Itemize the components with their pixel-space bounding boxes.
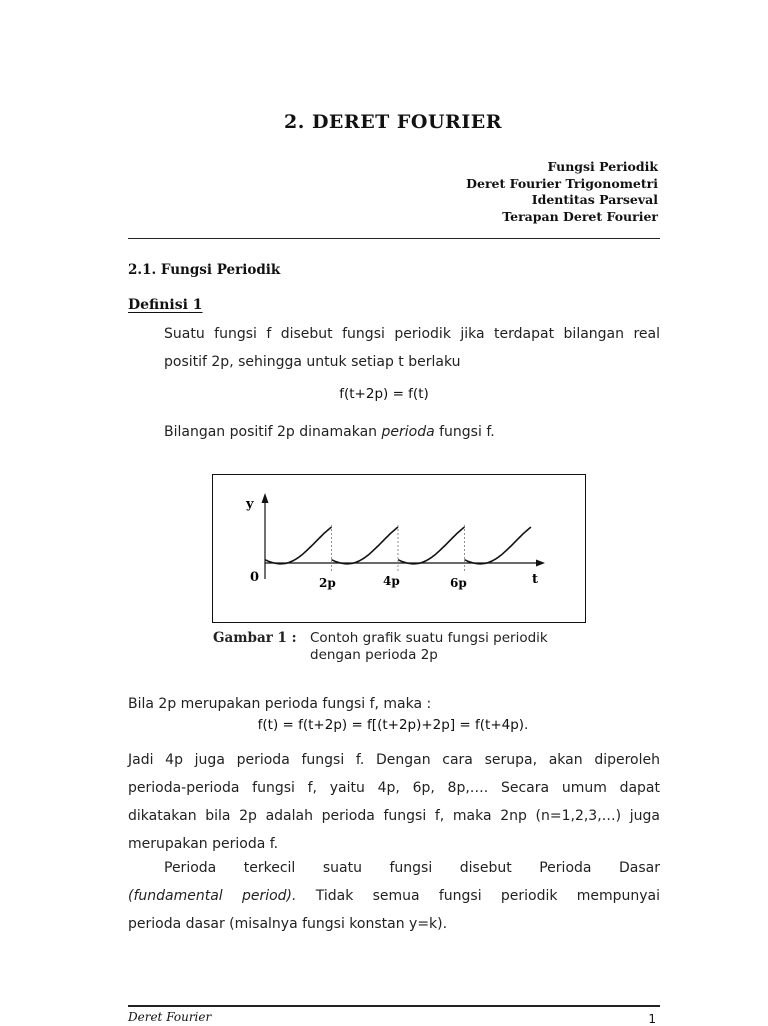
footer-divider — [128, 1005, 660, 1007]
sentence-text: fungsi f. — [434, 424, 495, 440]
definition-label: Definisi 1 — [128, 297, 203, 313]
chapter-contents — [466, 159, 658, 225]
contents-item: Fungsi Periodik — [547, 159, 658, 174]
line-text: Tidak semua fungsi periodik mempunyai — [296, 888, 660, 904]
paragraph-line — [128, 882, 660, 910]
paragraph-line: positif 2p, sehingga untuk setiap t berlaku — [164, 354, 461, 370]
paragraph-general-periods — [128, 746, 660, 858]
y-axis-label: y — [246, 497, 254, 512]
periodicity-formula: f(t+2p) = f(t) — [339, 386, 429, 402]
paragraph-fundamental-period — [128, 854, 660, 938]
tick-label: 2p — [319, 576, 336, 590]
tick-label: 6p — [450, 576, 467, 590]
period-derivation-formula: f(t) = f(t+2p) = f[(t+2p)+2p] = f(t+4p). — [257, 717, 529, 733]
paragraph-line: dikatakan bila 2p adalah perioda fungsi f, maka 2np (n=1,2,3,…) juga — [128, 808, 660, 824]
paragraph-line: Jadi 4p juga perioda fungsi f. Dengan cara serupa, akan diperoleh — [128, 752, 660, 768]
contents-item: Deret Fourier Trigonometri — [466, 175, 658, 191]
paragraph-line: merupakan perioda f. — [128, 836, 279, 852]
contents-item: Terapan Deret Fourier — [502, 208, 658, 224]
paragraph-line: perioda dasar (misalnya fungsi konstan y=k). — [128, 916, 448, 932]
paragraph-period-multiple: Bila 2p merupakan perioda fungsi f, maka : — [128, 696, 432, 712]
caption-text — [310, 630, 610, 664]
x-axis-label: t — [532, 572, 539, 587]
term-perioda: perioda — [381, 424, 435, 440]
x-axis-arrow — [536, 560, 545, 567]
page-number: 1 — [648, 1012, 656, 1026]
y-axis-arrow — [262, 493, 269, 503]
caption-label: Gambar 1 : — [213, 630, 297, 646]
sentence-text: Bilangan positif 2p dinamakan — [164, 424, 382, 440]
tick-label: 4p — [383, 574, 400, 588]
origin-label: 0 — [250, 570, 260, 585]
section-heading: 2.1. Fungsi Periodik — [128, 262, 281, 278]
definition-paragraph — [164, 320, 660, 376]
contents-item: Identitas Parseval — [531, 192, 658, 207]
header-divider — [128, 238, 660, 239]
caption-line: Contoh grafik suatu fungsi periodik — [310, 630, 548, 646]
page-title: 2. DERET FOURIER — [284, 111, 502, 133]
term-fundamental-period: (fundamental period). — [128, 888, 297, 904]
periodic-function-plot — [213, 475, 587, 624]
paragraph-line: Suatu fungsi f disebut fungsi periodik jika terdapat bilangan real — [164, 326, 660, 342]
paragraph-line: perioda-perioda fungsi f, yaitu 4p, 6p, 8p,…. Secara umum dapat — [128, 780, 660, 796]
figure-caption — [213, 630, 548, 663]
footer-title: Deret Fourier — [128, 1010, 212, 1024]
caption-line: dengan perioda 2p — [310, 647, 438, 663]
figure-periodic-graph — [212, 474, 586, 623]
paragraph-line: Perioda terkecil suatu fungsi disebut Perioda Dasar — [164, 860, 660, 876]
period-sentence — [164, 418, 495, 446]
